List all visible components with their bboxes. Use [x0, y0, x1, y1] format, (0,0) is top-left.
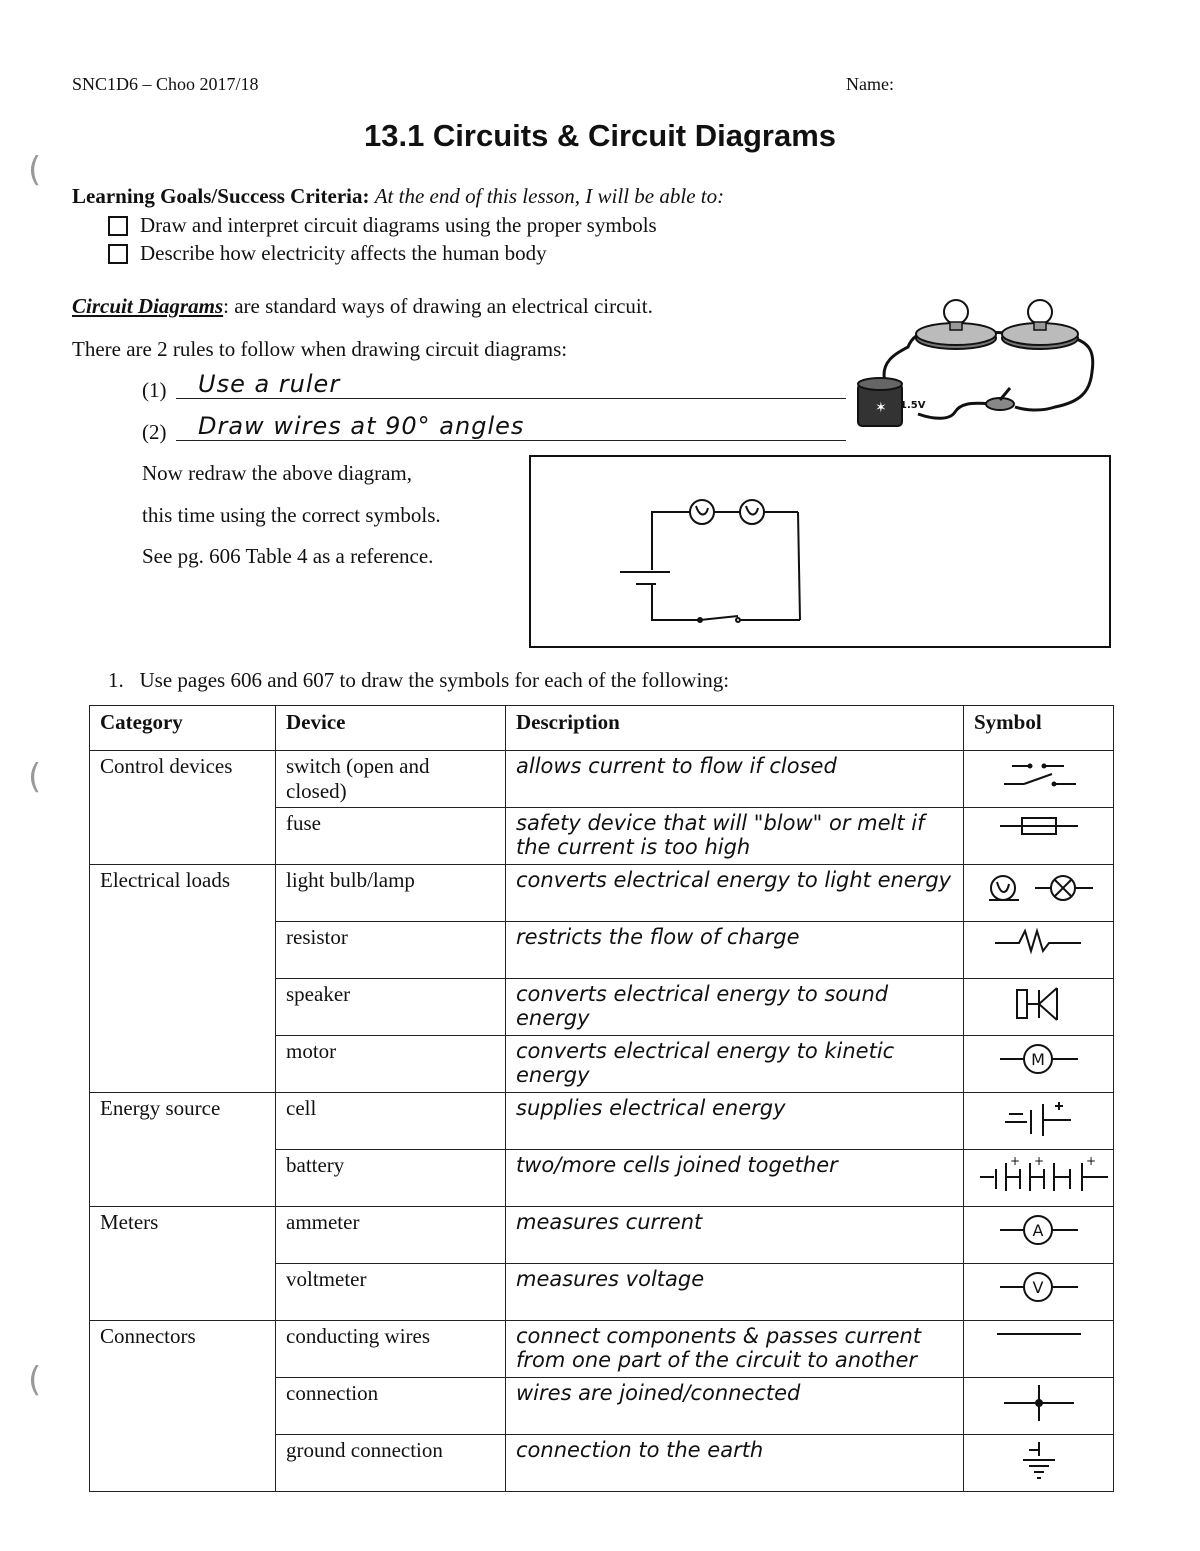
definition-text: : are standard ways of drawing an electrical circuit. — [223, 294, 653, 318]
device-cell: fuse — [276, 808, 506, 865]
device-cell: switch (open and closed) — [276, 751, 506, 808]
goal-text: Describe how electricity affects the human body — [140, 241, 547, 265]
lamp-symbol-icon[interactable] — [964, 865, 1114, 922]
wire-symbol-icon[interactable] — [964, 1321, 1114, 1378]
goals-intro: At the end of this lesson, I will be able to: — [374, 184, 725, 208]
redraw-text: Now redraw the above diagram, — [142, 461, 412, 485]
resistor-symbol-icon[interactable] — [964, 922, 1114, 979]
description-cell[interactable]: converts electrical energy to kinetic energy — [506, 1036, 964, 1093]
learning-goals — [72, 184, 724, 209]
svg-text:M: M — [1030, 1050, 1045, 1069]
description-cell[interactable]: converts electrical energy to light energy — [506, 865, 964, 922]
table-row — [90, 1207, 1114, 1264]
device-cell: ammeter — [276, 1207, 506, 1264]
table-row — [90, 1093, 1114, 1150]
ground-symbol-icon[interactable] — [964, 1435, 1114, 1492]
table-header-row — [90, 706, 1114, 751]
column-header: Category — [90, 706, 276, 751]
ammeter-symbol-icon[interactable] — [964, 1207, 1114, 1264]
device-cell: cell — [276, 1093, 506, 1150]
device-cell: conducting wires — [276, 1321, 506, 1378]
goal-item — [108, 241, 547, 266]
description-cell[interactable]: safety device that will "blow" or melt if the current is too high — [506, 808, 964, 865]
redraw-text: See pg. 606 Table 4 as a reference. — [142, 544, 434, 568]
battery-symbol-icon[interactable] — [964, 1150, 1114, 1207]
category-cell: Connectors — [90, 1321, 276, 1492]
device-cell: light bulb/lamp — [276, 865, 506, 922]
symbols-table — [89, 705, 1114, 1492]
goals-label: Learning Goals/Success Criteria: — [72, 184, 370, 208]
checkbox[interactable] — [108, 216, 128, 236]
description-cell[interactable]: measures voltage — [506, 1264, 964, 1321]
device-cell: voltmeter — [276, 1264, 506, 1321]
circuit-illustration — [840, 292, 1110, 442]
device-cell: connection — [276, 1378, 506, 1435]
definition-term: Circuit Diagrams — [72, 294, 224, 318]
description-cell[interactable]: two/more cells joined together — [506, 1150, 964, 1207]
connection-symbol-icon[interactable] — [964, 1378, 1114, 1435]
rule-2 — [142, 420, 167, 445]
device-cell: speaker — [276, 979, 506, 1036]
motor-symbol-icon[interactable] — [964, 1036, 1114, 1093]
column-header: Description — [506, 706, 964, 751]
fuse-symbol-icon[interactable] — [964, 808, 1114, 865]
description-cell[interactable]: connect components & passes current from one part of the circuit to another — [506, 1321, 964, 1378]
goal-item — [108, 213, 657, 238]
margin-mark: ( — [28, 150, 42, 190]
device-cell: motor — [276, 1036, 506, 1093]
switch-symbol-icon[interactable] — [964, 751, 1114, 808]
description-cell[interactable]: wires are joined/connected — [506, 1378, 964, 1435]
description-cell[interactable]: allows current to flow if closed — [506, 751, 964, 808]
voltmeter-symbol-icon[interactable] — [964, 1264, 1114, 1321]
bulb-icon — [1028, 300, 1052, 324]
description-cell[interactable]: converts electrical energy to sound energy — [506, 979, 964, 1036]
column-header: Symbol — [964, 706, 1114, 751]
margin-mark: ( — [28, 757, 42, 797]
device-cell: ground connection — [276, 1435, 506, 1492]
category-cell: Energy source — [90, 1093, 276, 1207]
definition — [72, 294, 653, 319]
category-cell: Meters — [90, 1207, 276, 1321]
rules-intro: There are 2 rules to follow when drawing circuit diagrams: — [72, 337, 568, 361]
checkbox[interactable] — [108, 244, 128, 264]
cell-symbol-icon[interactable] — [964, 1093, 1114, 1150]
category-cell: Control devices — [90, 751, 276, 865]
table-row — [90, 1321, 1114, 1378]
category-cell: Electrical loads — [90, 865, 276, 1093]
device-cell: resistor — [276, 922, 506, 979]
description-cell[interactable]: connection to the earth — [506, 1435, 964, 1492]
question-1 — [108, 668, 729, 693]
margin-mark: ( — [28, 1360, 42, 1400]
bulb-icon — [944, 300, 968, 324]
svg-text:+: + — [1034, 1154, 1045, 1168]
speaker-symbol-icon[interactable] — [964, 979, 1114, 1036]
page-title: 13.1 Circuits & Circuit Diagrams — [363, 118, 837, 153]
device-cell: battery — [276, 1150, 506, 1207]
answer-line — [176, 398, 846, 399]
description-cell[interactable]: supplies electrical energy — [506, 1093, 964, 1150]
rule-answer[interactable]: Draw wires at 90° angles — [198, 412, 525, 440]
svg-text:✶: ✶ — [875, 400, 887, 416]
description-cell[interactable]: restricts the flow of charge — [506, 922, 964, 979]
goal-text: Draw and interpret circuit diagrams using the proper symbols — [140, 213, 657, 237]
question-number: 1. — [108, 668, 124, 692]
rule-1 — [142, 378, 167, 403]
question-text: Use pages 606 and 607 to draw the symbols for each of the following: — [139, 668, 730, 692]
svg-text:A: A — [1032, 1221, 1043, 1240]
svg-text:+: + — [1086, 1154, 1097, 1168]
battery-label: 1.5V — [900, 400, 926, 411]
rule-number: (2) — [142, 420, 167, 444]
table-row — [90, 751, 1114, 808]
answer-line — [176, 440, 846, 441]
svg-text:+: + — [1010, 1154, 1021, 1168]
rule-number: (1) — [142, 378, 167, 402]
name-label: Name: — [846, 74, 894, 94]
description-cell[interactable]: measures current — [506, 1207, 964, 1264]
svg-text:V: V — [1032, 1278, 1043, 1297]
table-row — [90, 865, 1114, 922]
course-code: SNC1D6 – Choo 2017/18 — [72, 74, 259, 94]
column-header: Device — [276, 706, 506, 751]
rule-answer[interactable]: Use a ruler — [198, 370, 341, 398]
redraw-text: this time using the correct symbols. — [142, 503, 441, 527]
circuit-diagram — [600, 480, 820, 630]
